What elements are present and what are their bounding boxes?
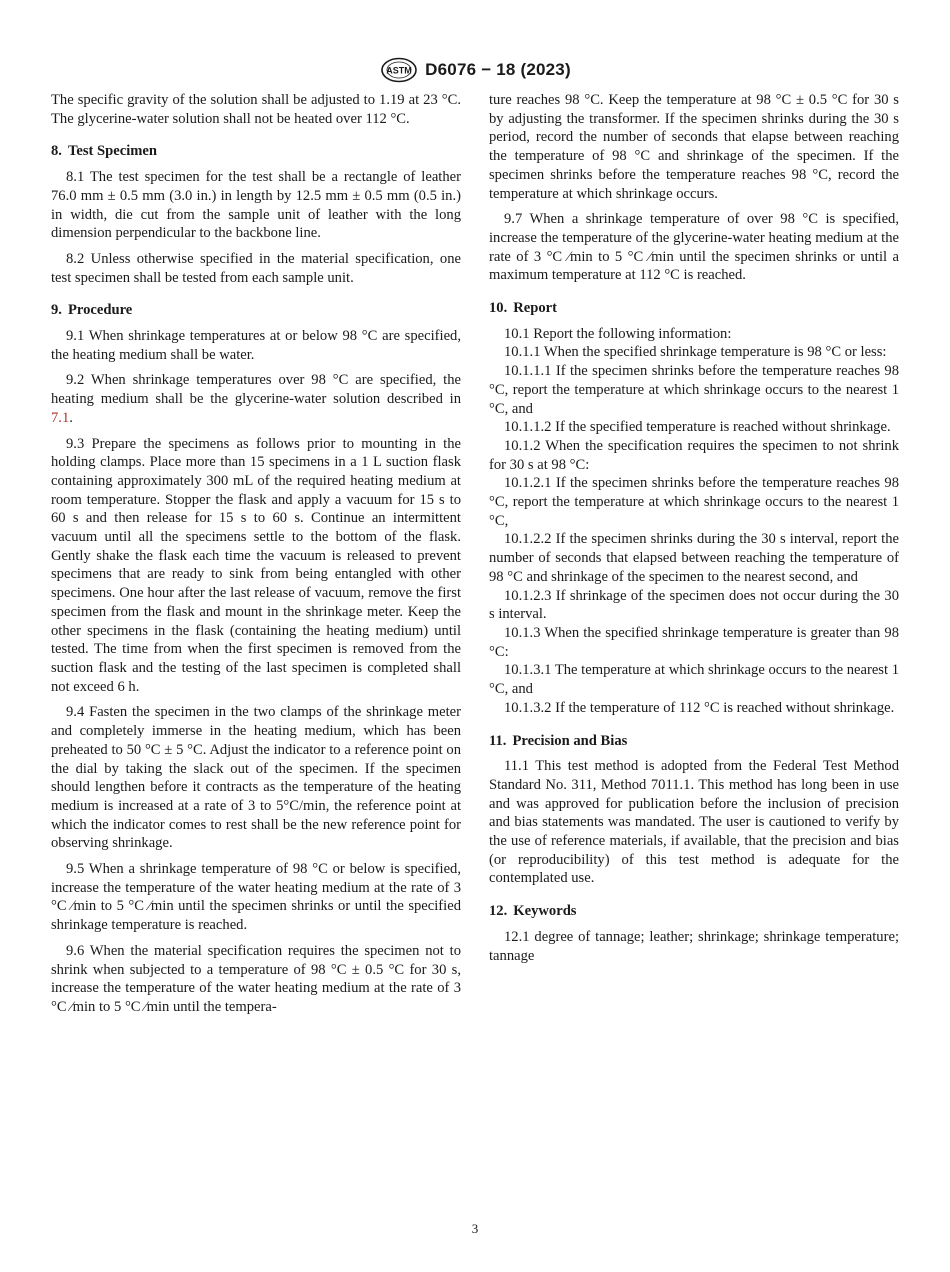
report-item: 10.1.2.2 If the specimen shrinks during the 30 s interval, report the number of seconds that elapsed between reaching the temperature of 98 °C and shrinkage of the specimen to the nearest second, and: [489, 531, 899, 585]
report-item: 10.1.1.1 If the specimen shrinks before the temperature reaches 98 °C, report the temperature at which shrinkage occurs to the nearest 1 °C, and: [489, 363, 899, 417]
report-item: 10.1.2 When the specification requires the specimen to not shrink for 30 s at 98 °C:: [489, 437, 899, 473]
report-item: 10.1.1.2 If the specified temperature is reached without shrinkage.: [504, 419, 891, 436]
paragraph-9-6-continued: ture reaches 98 °C. Keep the temperature at 98 °C ± 0.5 °C for 30 s by adjusting the transformer. If the specimen shrinks during the 30 s period, record the number of seconds that elapse between reaching the temperature of 98 °C and shrinkage of the specimen. If the specimen shrinks before the temperature reaches 98 °C, record the temperature at which shrinkage occurs.: [489, 92, 899, 202]
paragraph-9-2-end: .: [69, 409, 73, 426]
astm-logo-text: ASTM: [386, 65, 412, 76]
section-8-heading: [51, 142, 461, 161]
section-10-heading: [489, 299, 899, 318]
paragraph-9-6: 9.6 When the material specification requires the specimen not to shrink when subjected to a temperature of 98 °C ± 0.5 °C for 30 s, increase the temperature of the water heating medium at the rate of 3 °C ⁄min to 5 °C ⁄min until the tempera-: [51, 942, 461, 1015]
report-item: 10.1.2.3 If shrinkage of the specimen does not occur during the 30 s interval.: [489, 587, 899, 623]
document-designation: D6076 − 18 (2023): [425, 60, 571, 79]
report-item: 10.1.2.1 If the specimen shrinks before the temperature reaches 98 °C, report the temperature at which shrinkage occurs to the nearest 1 °C,: [489, 475, 899, 529]
section-number: 10.: [489, 300, 508, 317]
paragraph-11-1: 11.1 This test method is adopted from the Federal Test Method Standard No. 311, Method 7011.1. This method has long been in use and was approved for publication before the inclusion of precision and bias statements was mandated. The user is cautioned to verify by the use of reference materials, if available, that the precision and bias (or reproducibility) of this test method is adequate for the contemplated use.: [489, 758, 899, 887]
paragraph-8-2: 8.2 Unless otherwise specified in the material specification, one test specimen shall be tested from each sample unit.: [51, 250, 461, 286]
section-number: 12.: [489, 903, 508, 920]
report-item: 10.1.3 When the specified shrinkage temperature is greater than 98 °C:: [489, 624, 899, 660]
astm-logo: [379, 57, 419, 83]
section-title: Procedure: [67, 302, 133, 319]
paragraph-8-1: 8.1 The test specimen for the test shall be a rectangle of leather 76.0 mm ± 0.5 mm (3.0 in.) in length by 12.5 mm ± 0.5 mm (0.5 in.) in width, die cut from the sample unit of leather with the long dimension perpendicular to the backbone line.: [51, 169, 461, 242]
paragraph-9-2-text: 9.2 When shrinkage temperatures over 98 °C are specified, the heating medium shall be the glycerine-water solution described in: [51, 372, 461, 408]
report-item: 10.1.3.2 If the temperature of 112 °C is reached without shrinkage.: [504, 699, 895, 716]
section-number: 9.: [51, 302, 62, 319]
paragraph-12-1: 12.1 degree of tannage; leather; shrinkage; shrinkage temperature; tannage: [489, 928, 899, 964]
section-title: Keywords: [513, 903, 577, 920]
section-7-1-link[interactable]: 7.1: [51, 409, 70, 426]
paragraph-9-1: 9.1 When shrinkage temperatures at or below 98 °C are specified, the heating medium shall be water.: [51, 328, 461, 363]
report-item: 10.1 Report the following information:: [504, 325, 732, 342]
section-title: Test Specimen: [67, 143, 158, 160]
paragraph-9-3: 9.3 Prepare the specimens as follows prior to mounting in the holding clamps. Place more than 15 specimens in a 1 L suction flask containing approximately 300 mL of the required heating medium at room temperature. Stopper the flask and apply a vacuum for 15 s to 60 s and then release for 15 s to 60 s. Continue an intermittent vacuum until all the specimens settle to the bottom of the flask. Gently shake the flask each time the vacuum is released to prevent specimens that are ready to sink from being entangled with other specimens. One hour after the last release of vacuum, remove the first specimen from the flask and mount in the shrinkage meter. Keep the other specimens in the flask (containing the heating medium) until tested. The time from when the first specimen is removed from the suction flask and the testing of the last specimen is completed shall not exceed 6 h.: [51, 435, 461, 695]
section-12-heading: [489, 902, 899, 921]
section-title: Report: [513, 300, 558, 317]
paragraph-9-4: 9.4 Fasten the specimen in the two clamps of the shrinkage meter and completely immerse in the heating medium, which has been preheated to 50 °C ± 5 °C. Adjust the indicator to a reference point on the dial by taking the slack out of the specimen. If the specimen should lengthen before it contracts as the temperature of the heating medium is increased at a rate of 3 to 5°C/min, the reference point at which the indicator comes to rest shall be the new reference point for observing shrinkage.: [51, 704, 461, 852]
section-11-heading: [489, 732, 899, 751]
page-number: 3: [471, 1221, 479, 1236]
left-column: [51, 91, 461, 1024]
right-column: [489, 91, 899, 972]
paragraph-9-5: 9.5 When a shrinkage temperature of 98 °C or below is specified, increase the temperature of the water heating medium at the rate of 3 °C ⁄min to 5 °C ⁄min until the specimen shrinks or until the specified shrinkage temperature is reached.: [51, 861, 461, 934]
section-9-heading: [51, 301, 461, 320]
section-number: 11.: [489, 732, 507, 749]
paragraph-9-7: 9.7 When a shrinkage temperature of over 98 °C is specified, increase the temperature of the glycerine-water heating medium at the rate of 3 °C ⁄min to 5 °C ⁄min until the specimen shrinks or until a maximum temperature at 112 °C is reached.: [489, 211, 899, 284]
section-number: 8.: [51, 143, 62, 160]
page-header: [0, 56, 950, 84]
report-item: 10.1.3.1 The temperature at which shrinkage occurs to the nearest 1 °C, and: [489, 662, 899, 698]
section-title: Precision and Bias: [512, 732, 628, 749]
continued-paragraph: The specific gravity of the solution shall be adjusted to 1.19 at 23 °C. The glycerine-water solution shall not be heated over 112 °C.: [51, 92, 461, 127]
paragraph-9-2: [51, 371, 461, 427]
report-item: 10.1.1 When the specified shrinkage temperature is 98 °C or less:: [504, 344, 887, 361]
